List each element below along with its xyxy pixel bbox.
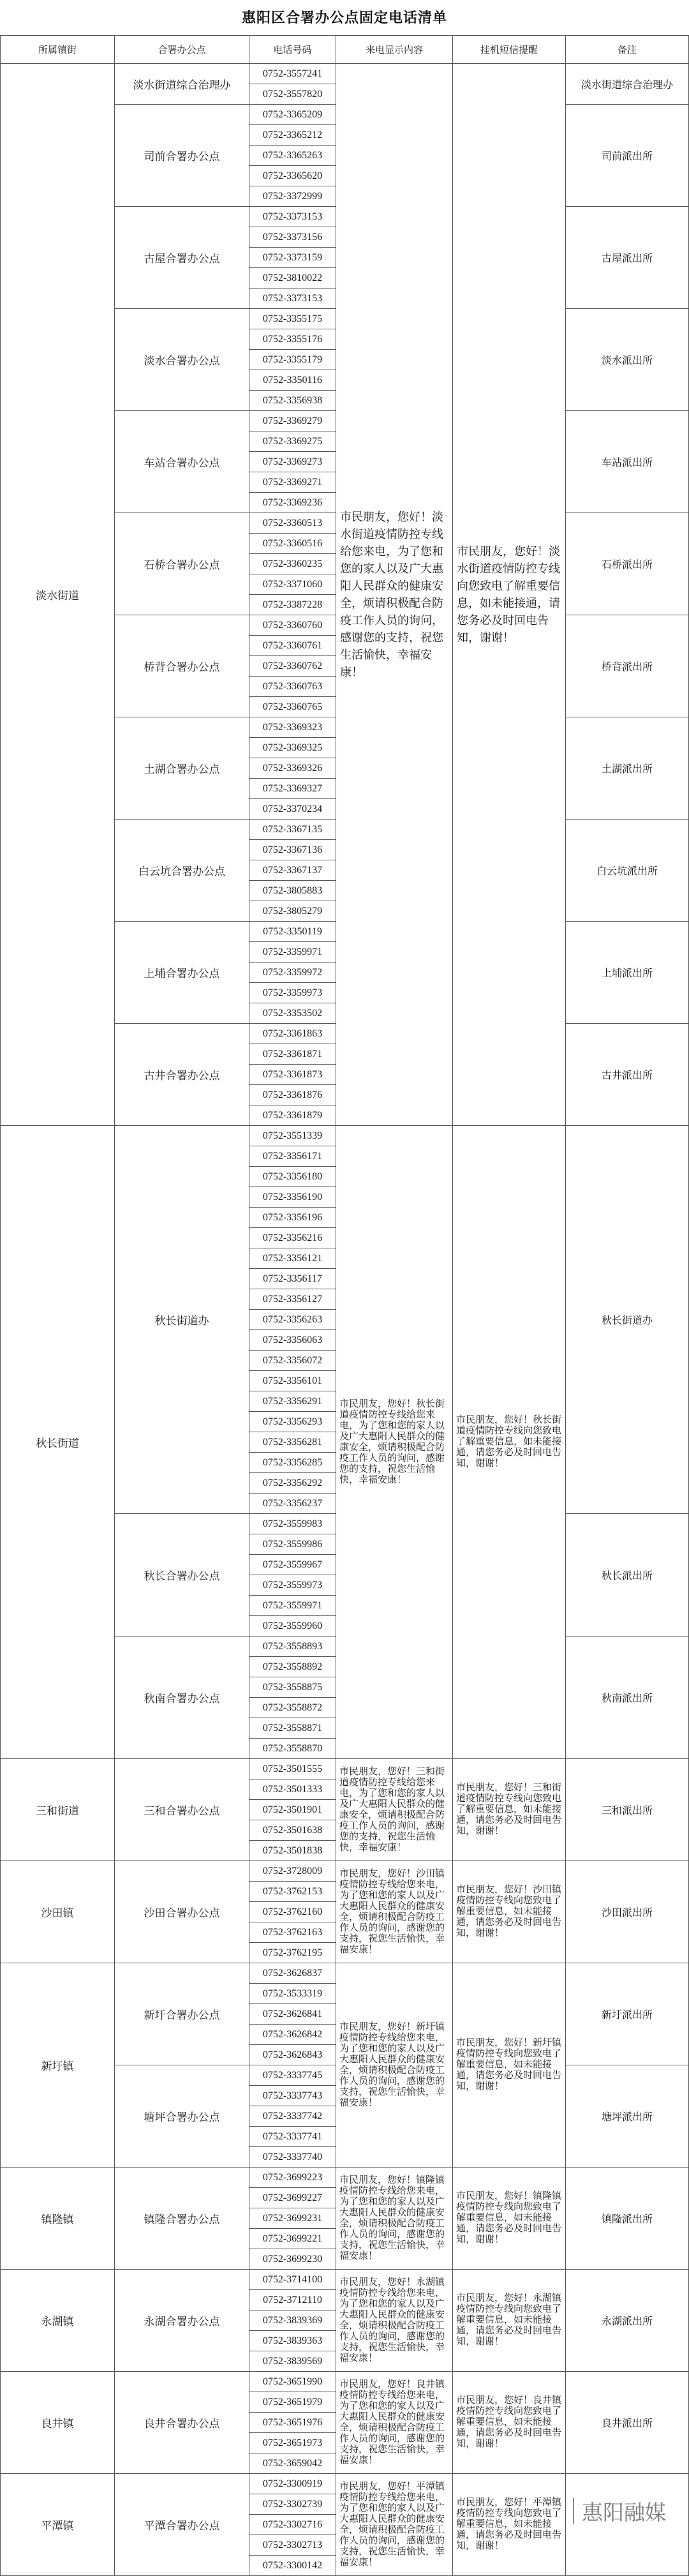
hangup-sms-text: 市民朋友，您好！镇隆镇疫情防控专线向您致电了解重要信息，如未能接通，请您务必及时回电告知，谢谢！ bbox=[456, 2191, 562, 2245]
phone-cell: 0752-3365263 bbox=[249, 146, 336, 166]
phone-list-table bbox=[0, 35, 689, 2576]
hangup-sms-text: 市民朋友，您好！永湖镇疫情防控专线向您致电了解重要信息，如未能接通，请您务必及时回电告知，谢谢！ bbox=[456, 2293, 562, 2347]
phone-cell: 0752-3369279 bbox=[249, 411, 336, 431]
watermark-divider bbox=[573, 2498, 574, 2524]
phone-cell: 0752-3337740 bbox=[249, 2147, 336, 2168]
phone-cell: 0752-3361879 bbox=[249, 1105, 336, 1126]
hangup-sms-cell bbox=[453, 1759, 566, 1861]
phone-cell: 0752-3360760 bbox=[249, 615, 336, 636]
office-name-cell: 平潭合署办公点 bbox=[115, 2474, 249, 2576]
phone-cell: 0752-3559971 bbox=[249, 1596, 336, 1616]
phone-cell: 0752-3369273 bbox=[249, 452, 336, 472]
hangup-sms-text: 市民朋友，您好！秋长街道疫情防控专线向您致电了解重要信息，如未能接通，请您务必及时回电告知，谢谢！ bbox=[456, 1415, 562, 1469]
office-name-cell: 古屋合署办公点 bbox=[115, 207, 249, 309]
phone-cell: 0752-3360763 bbox=[249, 677, 336, 697]
phone-cell: 0752-3805279 bbox=[249, 901, 336, 922]
call-display-text: 市民朋友，您好！三和街道疫情防控专线给您来电，为了您和您的家人以及广大惠阳人民群众的健康安全，烦请积极配合防疫工作人员的询问，感谢您的支持，祝您生活愉快，幸福安康！ bbox=[339, 1766, 445, 1853]
phone-cell: 0752-3501555 bbox=[249, 1759, 336, 1779]
remark-cell: 淡水派出所 bbox=[566, 309, 689, 411]
header-phone: 电话号码 bbox=[249, 36, 336, 64]
remark-cell: 塘坪派出所 bbox=[566, 2065, 689, 2168]
phone-cell: 0752-3372999 bbox=[249, 186, 336, 207]
hangup-sms-cell bbox=[453, 2372, 566, 2474]
phone-cell: 0752-3300142 bbox=[249, 2556, 336, 2576]
phone-cell: 0752-3356072 bbox=[249, 1351, 336, 1371]
phone-cell: 0752-3360513 bbox=[249, 513, 336, 534]
phone-cell: 0752-3356196 bbox=[249, 1208, 336, 1228]
phone-cell: 0752-3651990 bbox=[249, 2372, 336, 2392]
office-name-cell: 三和合署办公点 bbox=[115, 1759, 249, 1861]
phone-cell: 0752-3361871 bbox=[249, 1044, 336, 1065]
phone-cell: 0752-3361863 bbox=[249, 1024, 336, 1044]
office-name-cell: 秋长街道办 bbox=[115, 1126, 249, 1514]
phone-cell: 0752-3356285 bbox=[249, 1453, 336, 1473]
hangup-sms-text: 市民朋友，您好！沙田镇疫情防控专线向您致电了解重要信息，如未能接通，请您务必及时回电告知，谢谢！ bbox=[456, 1885, 562, 1938]
phone-cell: 0752-3559960 bbox=[249, 1616, 336, 1636]
hangup-sms-text: 市民朋友，您好！平潭镇疫情防控专线向您致电了解重要信息，如未能接通，请您务必及时回电告知，谢谢！ bbox=[456, 2497, 562, 2551]
phone-cell: 0752-3369271 bbox=[249, 472, 336, 493]
call-display-cell bbox=[336, 64, 453, 1126]
phone-cell: 0752-3369323 bbox=[249, 717, 336, 738]
phone-cell: 0752-3762153 bbox=[249, 1882, 336, 1902]
call-display-text: 市民朋友，您好！平潭镇疫情防控专线给您来电，为了您和您的家人以及广大惠阳人民群众的健康安全，烦请积极配合防疫工作人员的询问，感谢您的支持，祝您生活愉快，幸福安康！ bbox=[339, 2481, 445, 2568]
phone-cell: 0752-3365209 bbox=[249, 105, 336, 125]
phone-cell: 0752-3559967 bbox=[249, 1555, 336, 1575]
phone-cell: 0752-3369327 bbox=[249, 779, 336, 799]
phone-cell: 0752-3302739 bbox=[249, 2494, 336, 2515]
phone-cell: 0752-3337741 bbox=[249, 2127, 336, 2147]
phone-cell: 0752-3762195 bbox=[249, 1943, 336, 1963]
office-name-cell: 车站合署办公点 bbox=[115, 411, 249, 513]
phone-cell: 0752-3559973 bbox=[249, 1575, 336, 1596]
phone-cell: 0752-3699231 bbox=[249, 2208, 336, 2229]
phone-cell: 0752-3356117 bbox=[249, 1269, 336, 1289]
phone-cell: 0752-3359972 bbox=[249, 962, 336, 983]
phone-cell: 0752-3558870 bbox=[249, 1739, 336, 1759]
phone-cell: 0752-3373159 bbox=[249, 248, 336, 268]
phone-cell: 0752-3356281 bbox=[249, 1432, 336, 1453]
phone-cell: 0752-3369236 bbox=[249, 493, 336, 513]
phone-cell: 0752-3626842 bbox=[249, 2025, 336, 2045]
phone-cell: 0752-3699223 bbox=[249, 2168, 336, 2188]
office-name-cell: 上埔合署办公点 bbox=[115, 922, 249, 1024]
phone-cell: 0752-3762163 bbox=[249, 1922, 336, 1943]
call-display-cell bbox=[336, 2372, 453, 2474]
header-town: 所属镇街 bbox=[1, 36, 115, 64]
remark-cell: 上埔派出所 bbox=[566, 922, 689, 1024]
phone-cell: 0752-3626837 bbox=[249, 1963, 336, 1984]
call-display-text: 市民朋友，您好！淡水街道疫情防控专线给您来电，为了您和您的家人以及广大惠阳人民群众的健康安全，烦请积极配合防疫工作人员的询问，感谢您的支持，祝您生活愉快，幸福安康！ bbox=[340, 510, 443, 678]
office-name-cell: 淡水街道综合治理办 bbox=[115, 64, 249, 105]
call-display-cell bbox=[336, 1861, 453, 1963]
hangup-sms-cell bbox=[453, 2474, 566, 2576]
phone-cell: 0752-3356121 bbox=[249, 1248, 336, 1269]
phone-cell: 0752-3356938 bbox=[249, 391, 336, 411]
phone-cell: 0752-3337745 bbox=[249, 2065, 336, 2086]
phone-cell: 0752-3373153 bbox=[249, 207, 336, 227]
remark-cell: 秋南派出所 bbox=[566, 1636, 689, 1759]
call-display-cell bbox=[336, 1126, 453, 1759]
phone-cell: 0752-3371060 bbox=[249, 574, 336, 595]
phone-cell: 0752-3369326 bbox=[249, 758, 336, 779]
phone-cell: 0752-3651973 bbox=[249, 2433, 336, 2453]
phone-cell: 0752-3558872 bbox=[249, 1698, 336, 1718]
phone-cell: 0752-3365212 bbox=[249, 125, 336, 146]
phone-cell: 0752-3300919 bbox=[249, 2474, 336, 2494]
phone-cell: 0752-3355176 bbox=[249, 329, 336, 350]
phone-cell: 0752-3302716 bbox=[249, 2515, 336, 2535]
phone-cell: 0752-3557820 bbox=[249, 84, 336, 105]
remark-cell: 淡水街道综合治理办 bbox=[566, 64, 689, 105]
call-display-cell bbox=[336, 1963, 453, 2168]
phone-cell: 0752-3626843 bbox=[249, 2045, 336, 2065]
office-name-cell: 永湖合署办公点 bbox=[115, 2270, 249, 2372]
call-display-cell bbox=[336, 2168, 453, 2270]
phone-cell: 0752-3370234 bbox=[249, 799, 336, 820]
town-cell: 秋长街道 bbox=[1, 1126, 115, 1759]
remark-cell: 良井派出所 bbox=[566, 2372, 689, 2474]
phone-cell: 0752-3359973 bbox=[249, 983, 336, 1003]
phone-cell: 0752-3359971 bbox=[249, 942, 336, 962]
remark-cell: 新圩派出所 bbox=[566, 1963, 689, 2065]
phone-cell: 0752-3558893 bbox=[249, 1636, 336, 1657]
remark-cell: 司前派出所 bbox=[566, 105, 689, 207]
remark-cell: 古屋派出所 bbox=[566, 207, 689, 309]
phone-cell: 0752-3373156 bbox=[249, 227, 336, 248]
phone-cell: 0752-3356291 bbox=[249, 1391, 336, 1412]
phone-cell: 0752-3356171 bbox=[249, 1146, 336, 1167]
phone-cell: 0752-3356293 bbox=[249, 1412, 336, 1432]
phone-cell: 0752-3501838 bbox=[249, 1841, 336, 1861]
office-name-cell: 新圩合署办公点 bbox=[115, 1963, 249, 2065]
phone-cell: 0752-3350116 bbox=[249, 370, 336, 391]
office-name-cell: 秋长合署办公点 bbox=[115, 1514, 249, 1636]
phone-cell: 0752-3712110 bbox=[249, 2290, 336, 2310]
phone-cell: 0752-3699230 bbox=[249, 2249, 336, 2270]
page-title: 惠阳区合署办公点固定电话清单 bbox=[241, 10, 447, 26]
hangup-sms-text: 市民朋友，您好！淡水街道疫情防控专线向您致电了解重要信息，如未能接通，请您务必及时回电告知，谢谢！ bbox=[457, 544, 560, 644]
phone-cell: 0752-3387228 bbox=[249, 595, 336, 615]
remark-cell: 土湖派出所 bbox=[566, 717, 689, 820]
hangup-sms-text: 市民朋友，您好！良井镇疫情防控专线向您致电了解重要信息，如未能接通，请您务必及时回电告知，谢谢！ bbox=[456, 2395, 562, 2449]
remark-cell: 石桥派出所 bbox=[566, 513, 689, 615]
remark-cell: 秋长派出所 bbox=[566, 1514, 689, 1636]
phone-cell: 0752-3839369 bbox=[249, 2310, 336, 2331]
office-name-cell: 淡水合署办公点 bbox=[115, 309, 249, 411]
phone-cell: 0752-3360235 bbox=[249, 554, 336, 574]
phone-cell: 0752-3373153 bbox=[249, 288, 336, 309]
remark-cell: 古井派出所 bbox=[566, 1024, 689, 1126]
phone-cell: 0752-3558892 bbox=[249, 1657, 336, 1677]
phone-cell: 0752-3626841 bbox=[249, 2004, 336, 2025]
watermark-text: 惠阳融媒 bbox=[582, 2499, 666, 2525]
phone-cell: 0752-3501333 bbox=[249, 1779, 336, 1800]
phone-cell: 0752-3302713 bbox=[249, 2535, 336, 2556]
remark-cell: 永湖派出所 bbox=[566, 2270, 689, 2372]
office-name-cell: 土湖合署办公点 bbox=[115, 717, 249, 820]
call-display-text: 市民朋友，您好！永湖镇疫情防控专线给您来电，为了您和您的家人以及广大惠阳人民群众的健康安全，烦请积极配合防疫工作人员的询问，感谢您的支持，祝您生活愉快，幸福安康！ bbox=[339, 2277, 445, 2363]
hangup-sms-cell bbox=[453, 64, 566, 1126]
header-call-display: 来电显示内容 bbox=[336, 36, 453, 64]
phone-cell: 0752-3839569 bbox=[249, 2351, 336, 2372]
office-name-cell: 镇隆合署办公点 bbox=[115, 2168, 249, 2270]
phone-cell: 0752-3355175 bbox=[249, 309, 336, 329]
remark-cell: 桥背派出所 bbox=[566, 615, 689, 717]
remark-cell: 镇隆派出所 bbox=[566, 2168, 689, 2270]
phone-cell: 0752-3557241 bbox=[249, 64, 336, 84]
phone-cell: 0752-3699221 bbox=[249, 2229, 336, 2249]
office-name-cell: 石桥合署办公点 bbox=[115, 513, 249, 615]
phone-cell: 0752-3360761 bbox=[249, 636, 336, 656]
office-name-cell: 司前合署办公点 bbox=[115, 105, 249, 207]
remark-cell: 秋长街道办 bbox=[566, 1126, 689, 1514]
remark-cell: 白云坑派出所 bbox=[566, 820, 689, 922]
call-display-cell bbox=[336, 2270, 453, 2372]
call-display-text: 市民朋友，您好！新圩镇疫情防控专线给您来电，为了您和您的家人以及广大惠阳人民群众的健康安全，烦请积极配合防疫工作人员的询问，感谢您的支持，祝您生活愉快，幸福安康！ bbox=[339, 2021, 445, 2108]
remark-cell: 车站派出所 bbox=[566, 411, 689, 513]
phone-cell: 0752-3699227 bbox=[249, 2188, 336, 2208]
phone-cell: 0752-3367137 bbox=[249, 860, 336, 881]
town-cell: 镇隆镇 bbox=[1, 2168, 115, 2270]
hangup-sms-text: 市民朋友，您好！三和街道疫情防控专线向您致电了解重要信息，如未能接通，请您务必及时回电告知，谢谢！ bbox=[456, 1783, 562, 1836]
hangup-sms-cell bbox=[453, 2270, 566, 2372]
phone-cell: 0752-3533319 bbox=[249, 1984, 336, 2004]
office-name-cell: 古井合署办公点 bbox=[115, 1024, 249, 1126]
phone-cell: 0752-3762160 bbox=[249, 1902, 336, 1922]
phone-cell: 0752-3558875 bbox=[249, 1677, 336, 1698]
phone-cell: 0752-3356216 bbox=[249, 1228, 336, 1248]
phone-cell: 0752-3369325 bbox=[249, 738, 336, 758]
phone-cell: 0752-3728009 bbox=[249, 1861, 336, 1882]
header-hangup-sms: 挂机短信提醒 bbox=[453, 36, 566, 64]
town-cell: 淡水街道 bbox=[1, 64, 115, 1126]
hangup-sms-cell bbox=[453, 1861, 566, 1963]
phone-cell: 0752-3369275 bbox=[249, 431, 336, 452]
phone-cell: 0752-3355179 bbox=[249, 350, 336, 370]
phone-cell: 0752-3356063 bbox=[249, 1330, 336, 1351]
phone-cell: 0752-3651976 bbox=[249, 2413, 336, 2433]
phone-cell: 0752-3367135 bbox=[249, 820, 336, 840]
town-cell: 新圩镇 bbox=[1, 1963, 115, 2168]
call-display-text: 市民朋友，您好！沙田镇疫情防控专线给您来电，为了您和您的家人以及广大惠阳人民群众的健康安全，烦请积极配合防疫工作人员的询问，感谢您的支持，祝您生活愉快，幸福安康！ bbox=[339, 1868, 445, 1955]
phone-cell: 0752-3337742 bbox=[249, 2106, 336, 2127]
hangup-sms-cell bbox=[453, 2168, 566, 2270]
town-cell: 沙田镇 bbox=[1, 1861, 115, 1963]
hangup-sms-cell bbox=[453, 1963, 566, 2168]
phone-cell: 0752-3353502 bbox=[249, 1003, 336, 1024]
town-cell: 三和街道 bbox=[1, 1759, 115, 1861]
phone-cell: 0752-3361873 bbox=[249, 1065, 336, 1085]
phone-cell: 0752-3367136 bbox=[249, 840, 336, 860]
phone-cell: 0752-3559983 bbox=[249, 1514, 336, 1534]
call-display-text: 市民朋友，您好！镇隆镇疫情防控专线给您来电，为了您和您的家人以及广大惠阳人民群众的健康安全，烦请积极配合防疫工作人员的询问，感谢您的支持，祝您生活愉快，幸福安康！ bbox=[339, 2175, 445, 2261]
hangup-sms-text: 市民朋友，您好！新圩镇疫情防控专线向您致电了解重要信息，如未能接通，请您务必及时回电告知，谢谢！ bbox=[456, 2038, 562, 2092]
phone-cell: 0752-3839363 bbox=[249, 2331, 336, 2351]
town-cell: 平潭镇 bbox=[1, 2474, 115, 2576]
hangup-sms-cell bbox=[453, 1126, 566, 1759]
office-name-cell: 秋南合署办公点 bbox=[115, 1636, 249, 1759]
phone-cell: 0752-3559986 bbox=[249, 1534, 336, 1555]
phone-cell: 0752-3558871 bbox=[249, 1718, 336, 1739]
phone-cell: 0752-3356180 bbox=[249, 1167, 336, 1187]
town-cell: 良井镇 bbox=[1, 2372, 115, 2474]
phone-cell: 0752-3501638 bbox=[249, 1820, 336, 1841]
phone-cell: 0752-3360762 bbox=[249, 656, 336, 677]
phone-cell: 0752-3360765 bbox=[249, 697, 336, 717]
phone-cell: 0752-3501901 bbox=[249, 1800, 336, 1820]
phone-cell: 0752-3356292 bbox=[249, 1473, 336, 1494]
phone-cell: 0752-3810022 bbox=[249, 268, 336, 288]
phone-cell: 0752-3551339 bbox=[249, 1126, 336, 1146]
phone-cell: 0752-3659042 bbox=[249, 2453, 336, 2474]
call-display-cell bbox=[336, 1759, 453, 1861]
phone-cell: 0752-3356190 bbox=[249, 1187, 336, 1208]
phone-cell: 0752-3714100 bbox=[249, 2270, 336, 2290]
office-name-cell: 良井合署办公点 bbox=[115, 2372, 249, 2474]
office-name-cell: 沙田合署办公点 bbox=[115, 1861, 249, 1963]
office-name-cell: 白云坑合署办公点 bbox=[115, 820, 249, 922]
phone-cell: 0752-3360516 bbox=[249, 534, 336, 554]
phone-cell: 0752-3356237 bbox=[249, 1494, 336, 1514]
header-remark: 备注 bbox=[566, 36, 689, 64]
remark-cell: 沙田派出所 bbox=[566, 1861, 689, 1963]
phone-cell: 0752-3356101 bbox=[249, 1371, 336, 1391]
phone-cell: 0752-3350119 bbox=[249, 922, 336, 942]
office-name-cell: 桥背合署办公点 bbox=[115, 615, 249, 717]
watermark bbox=[573, 2496, 666, 2526]
office-name-cell: 塘坪合署办公点 bbox=[115, 2065, 249, 2168]
phone-cell: 0752-3805883 bbox=[249, 881, 336, 901]
phone-cell: 0752-3365620 bbox=[249, 166, 336, 186]
town-cell: 永湖镇 bbox=[1, 2270, 115, 2372]
phone-cell: 0752-3337743 bbox=[249, 2086, 336, 2106]
call-display-cell bbox=[336, 2474, 453, 2576]
phone-cell: 0752-3361876 bbox=[249, 1085, 336, 1105]
phone-cell: 0752-3356263 bbox=[249, 1310, 336, 1330]
phone-cell: 0752-3356127 bbox=[249, 1289, 336, 1310]
phone-cell: 0752-3651979 bbox=[249, 2392, 336, 2413]
call-display-text: 市民朋友，您好！良井镇疫情防控专线给您来电，为了您和您的家人以及广大惠阳人民群众的健康安全，烦请积极配合防疫工作人员的询问，感谢您的支持，祝您生活愉快，幸福安康！ bbox=[339, 2379, 445, 2466]
header-office: 合署办公点 bbox=[115, 36, 249, 64]
remark-cell: 三和派出所 bbox=[566, 1759, 689, 1861]
call-display-text: 市民朋友，您好！秋长街道疫情防控专线给您来电，为了您和您的家人以及广大惠阳人民群众的健康安全，烦请积极配合防疫工作人员的询问，感谢您的支持，祝您生活愉快，幸福安康！ bbox=[339, 1398, 445, 1485]
